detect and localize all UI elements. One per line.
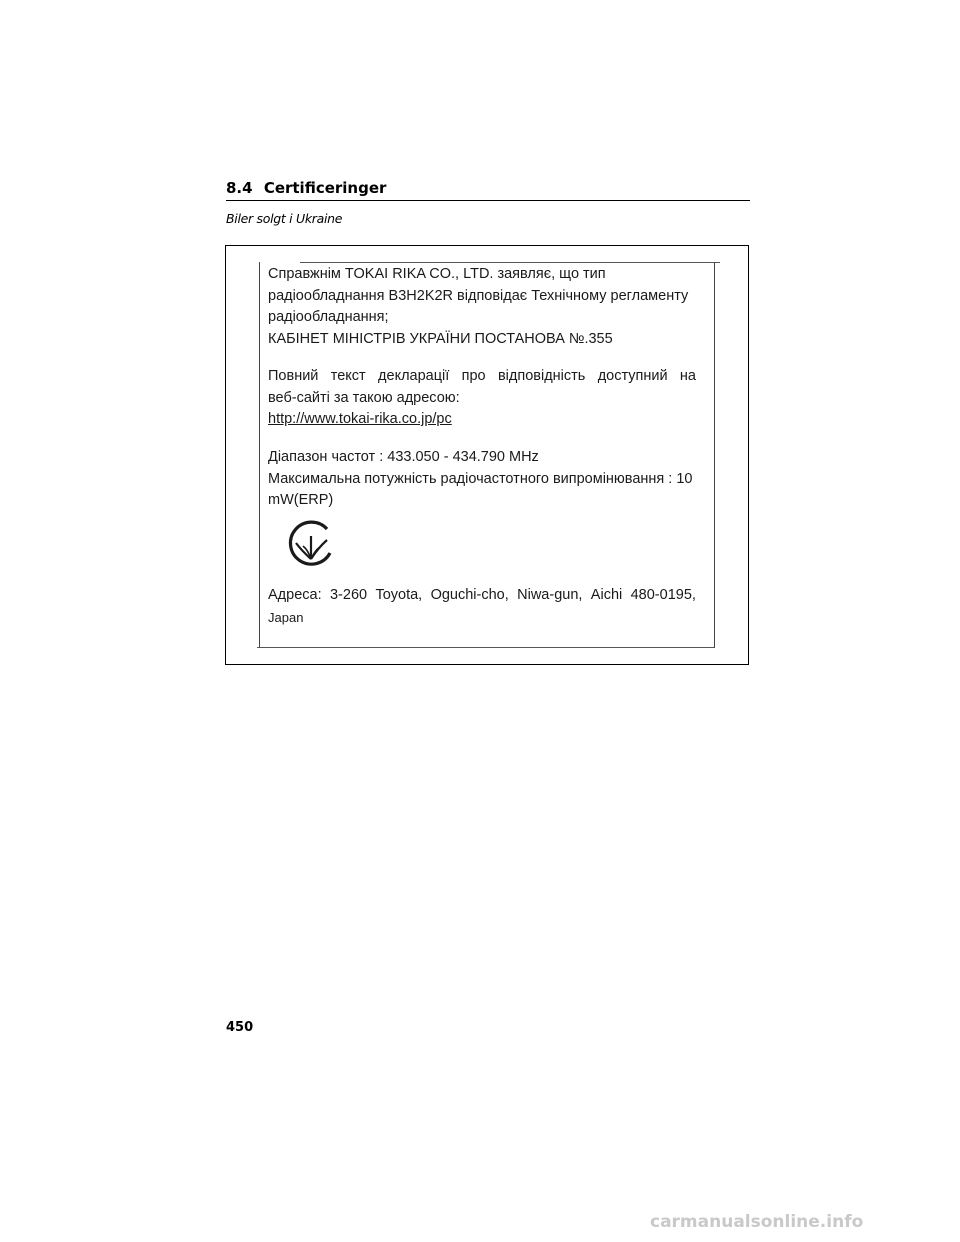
declaration-availability	[268, 366, 696, 431]
declaration-line: радіообладнання B3H2K2R відповідає Технічному регламенту	[268, 287, 689, 304]
frequency-range: Діапазон частот : 433.050 - 434.790 MHz	[268, 449, 539, 465]
max-power: Максимальна потужність радіочастотного випромінювання : 10	[268, 470, 693, 487]
radio-specifications	[268, 447, 696, 512]
max-power-unit: mW(ERP)	[268, 492, 334, 508]
declaration-line: радіообладнання;	[268, 309, 389, 325]
watermark: carmanualsonline.info	[650, 1212, 864, 1232]
page-number: 450	[226, 1020, 254, 1035]
availability-line: веб-сайті за такою адресою:	[268, 389, 460, 406]
declaration-line: Справжнім TOKAI RIKA CO., LTD. заявляє, що тип	[268, 266, 606, 282]
section-heading	[226, 178, 750, 201]
availability-line: Повний текст декларації про відповідність доступний на	[268, 368, 696, 384]
section-title: Certificeringer	[263, 179, 387, 197]
address-line: Адреса: 3-260 Toyota, Oguchi-cho, Niwa-gun, Aichi 480-0195,	[268, 587, 696, 603]
address-country: Japan	[268, 609, 304, 625]
section-number: 8.4	[226, 179, 253, 197]
declaration-url-link[interactable]: http://www.tokai-rika.co.jp/pc	[268, 411, 452, 427]
page-subtitle: Biler solgt i Ukraine	[226, 211, 343, 226]
declaration-statement	[268, 264, 696, 350]
manufacturer-address	[268, 585, 696, 628]
declaration-line: КАБІНЕТ МІНІСТРІВ УКРАЇНИ ПОСТАНОВА №.355	[268, 330, 613, 347]
ukrainian-conformity-mark-icon	[286, 520, 336, 570]
